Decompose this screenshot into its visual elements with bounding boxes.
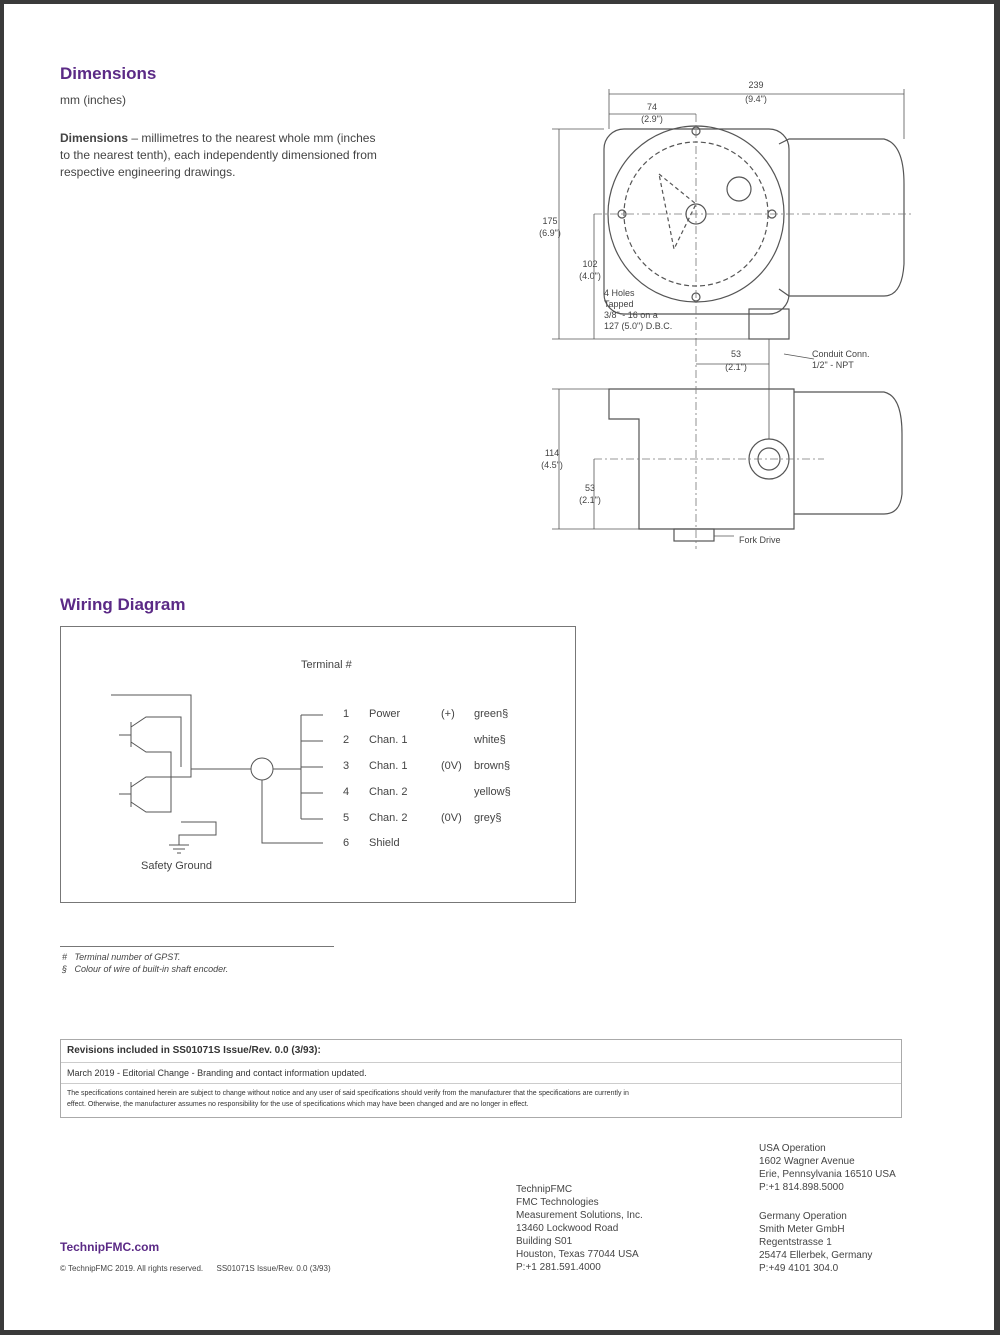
holes-line1: 4 Holes xyxy=(604,288,635,298)
disclaimer-line2: effect. Otherwise, the manufacturer assumes no responsibility for the use of specifications which may have been changed and are no longer in effect. xyxy=(67,1101,529,1108)
terminal-5-color: grey§ xyxy=(474,812,502,824)
dim-239: 239 xyxy=(748,80,764,90)
terminal-3-color: brown§ xyxy=(474,760,511,772)
top-view-gear xyxy=(727,177,751,201)
safety-ground-label: Safety Ground xyxy=(141,860,212,872)
wiring-diagram-box xyxy=(60,626,576,903)
terminal-4-number: 4 xyxy=(343,786,350,798)
dim-239-in: (9.4") xyxy=(745,94,767,104)
fork-drive-label: Fork Drive xyxy=(739,535,781,545)
terminal-1-color: green§ xyxy=(474,708,509,720)
terminal-2-number: 2 xyxy=(343,734,350,746)
website-link[interactable]: TechnipFMC.com xyxy=(60,1240,160,1254)
side-view-encoder-housing xyxy=(794,392,902,514)
conduit-line2: 1/2" - NPT xyxy=(812,360,854,370)
terminal-5-number: 5 xyxy=(343,812,350,824)
terminal-4-signal: Chan. 2 xyxy=(369,786,408,798)
dim-53b-in: (2.1") xyxy=(579,495,601,505)
address-usa: USA Operation 1602 Wagner Avenue Erie, Pennsylvania 16510 USA P:+1 814.898.5000 xyxy=(759,1143,896,1193)
top-view-fork xyxy=(659,174,696,249)
dimensions-desc-line2: to the nearest tenth), each independently dimensioned from xyxy=(60,148,377,162)
dim-53a: 53 xyxy=(730,349,742,359)
terminal-3-volt: (0V) xyxy=(441,760,462,772)
dim-53a-in: (2.1") xyxy=(725,362,747,372)
dimensions-desc-bold: Dimensions xyxy=(60,131,129,145)
terminal-2-signal: Chan. 1 xyxy=(369,734,408,746)
terminal-1-signal: Power xyxy=(369,708,401,720)
dimensions-description xyxy=(60,130,480,181)
top-view-encoder-housing xyxy=(779,139,904,296)
holes-line2: Tapped xyxy=(604,299,634,309)
terminal-5-volt: (0V) xyxy=(441,812,462,824)
dim-53b: 53 xyxy=(584,483,596,493)
address-germany: Germany Operation Smith Meter GmbH Regentstrasse 1 25474 Ellerbek, Germany P:+49 4101 304.0 xyxy=(759,1211,873,1274)
dim-114: 114 xyxy=(544,448,560,458)
footnote-colour: § Colour of wire of built-in shaft encoder. xyxy=(62,964,229,974)
page xyxy=(4,4,994,1330)
dimensions-subtitle: mm (inches) xyxy=(60,93,127,107)
terminal-2-color: white§ xyxy=(474,734,506,746)
conduit-line1: Conduit Conn. xyxy=(812,349,870,359)
holes-line3: 3/8" - 16 on a xyxy=(604,310,658,320)
terminal-3-number: 3 xyxy=(343,760,350,772)
holes-line4: 127 (5.0") D.B.C. xyxy=(604,321,673,331)
footnote-terminal: # Terminal number of GPST. xyxy=(62,952,181,962)
side-view-fork-drive xyxy=(674,529,714,541)
dimensions-desc-line3: respective engineering drawings. xyxy=(60,165,236,179)
footnote-divider xyxy=(60,946,334,947)
dim-74: 74 xyxy=(646,102,658,112)
dimension-drawing xyxy=(524,74,924,554)
terminal-6-number: 6 xyxy=(343,837,350,849)
revisions-box xyxy=(60,1039,902,1118)
revisions-disclaimer xyxy=(67,1088,895,1110)
revisions-entry: March 2019 - Editorial Change - Branding and contact information updated. xyxy=(61,1063,901,1084)
dim-74-in: (2.9") xyxy=(641,114,663,124)
terminal-3-signal: Chan. 1 xyxy=(369,760,408,772)
terminal-1-number: 1 xyxy=(343,708,350,720)
terminal-6-signal: Shield xyxy=(369,837,400,849)
dim-175-in: (6.9") xyxy=(539,228,561,238)
terminal-4-color: yellow§ xyxy=(474,786,511,798)
dim-102-in: (4.0") xyxy=(579,271,601,281)
terminal-1-volt: (+) xyxy=(441,708,455,720)
address-main: TechnipFMC FMC Technologies Measurement Solutions, Inc. 13460 Lockwood Road Building S01 Houston, Texas 77044 USA P:+1 281.591.4000 xyxy=(516,1184,643,1273)
disclaimer-line1: The specifications contained herein are subject to change without notice and any user of said specifications should verify from the manufacturer that the specifications are currently in xyxy=(67,1090,629,1097)
wiring-title: Wiring Diagram xyxy=(60,595,186,614)
copyright: © TechnipFMC 2019. All rights reserved. SS01071S Issue/Rev. 0.0 (3/93) xyxy=(60,1264,331,1273)
terminal-5-signal: Chan. 2 xyxy=(369,812,408,824)
dim-114-in: (4.5") xyxy=(541,460,563,470)
revisions-header: Revisions included in SS01071S Issue/Rev. 0.0 (3/93): xyxy=(61,1040,901,1063)
dimensions-title: Dimensions xyxy=(60,64,157,83)
dimensions-desc-line1: – millimetres to the nearest whole mm (inches xyxy=(128,131,376,145)
terminal-header: Terminal # xyxy=(301,659,352,671)
dim-175: 175 xyxy=(542,216,558,226)
dim-102: 102 xyxy=(582,259,598,269)
